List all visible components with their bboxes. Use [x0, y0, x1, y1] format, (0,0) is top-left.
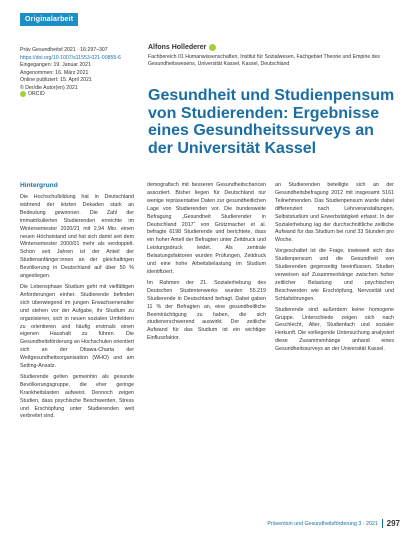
orcid-author-icon[interactable] [209, 44, 216, 51]
body-column-2 [147, 182, 266, 346]
paragraph: Studierende sind außerdem keine homogene Gruppe. Unterschiede zeigen sich nach Geschlecht, Alter, Studienfach und sozialer Herkunft. Die vorliegende Untersuchung analysiert diese Zusammenhänge anhand eines Gesundheitssurveys an der Universität Kassel. [275, 306, 394, 353]
footer-divider [382, 519, 383, 528]
paragraph: Vorgeschaltet ist die Frage, inwieweit sich das Studienpensum und die Gesundheit von Studierenden gegenseitig beeinflussen. Studien verweisen auf Zusammenhänge zwischen hoher zeitlicher Belastung und psychischen Beschwerden wie Erschöpfung, Nervosität und Schlafstörungen. [275, 248, 394, 302]
received-date: Eingegangen: 19. Januar 2021 [20, 62, 91, 69]
paragraph: Studierende gelten gemeinhin als gesunde Bevölkerungsgruppe, die eher geringe Krankheitslasten aufweist. Dennoch zeigen Studien, dass psychische Beschwerden, Stress und Erschöpfung unter Studierenden weit verbreitet sind. [20, 373, 134, 420]
author-name: Alfons Hollederer [148, 44, 207, 51]
orcid-link[interactable] [20, 91, 45, 97]
footer-journal: Prävention und Gesundheitsförderung 3 · 2021 [267, 520, 378, 527]
paragraph: Die Lebensphase Studium geht mit vielfältigen Anforderungen einher. Studierende befinden sich überwiegend im jungen Erwachsenenalter und stehen vor der Aufgabe, ihr Studium zu organisieren, sich in neuen sozialen Umfeldern zu orientieren und häufig erstmals einen eigenen Haushalt zu führen. Die Gesundheitsförderung an Hochschulen orientiert sich an der Ottawa-Charta der Weltgesundheitsorganisation (WHO) und am Setting-Ansatz. [20, 283, 134, 370]
section-heading: Hintergrund [20, 182, 58, 189]
page-footer [250, 519, 400, 528]
body-column-1 [20, 182, 134, 424]
article-title: Gesundheit und Studienpensum von Studierenden: Ergebnisse eines Gesundheitssurveys an der Universität Kassel [148, 87, 395, 157]
accepted-date: Angenommen: 16. März 2021 [20, 69, 89, 76]
paragraph: Die Hochschulbildung hat in Deutschland während der letzten Dekaden stark an Bedeutung gewonnen. Die Zahl der immatrikulierten Studierenden erreichte im Wintersemester 2020/21 mit 2,94 Mio. einen neuen Höchststand und hat sich damit seit dem Wintersemester 2000/01 mehr als verdoppelt. Schon seit Jahren ist der Anteil der Studienanfänger:innen an der gleichaltrigen Bevölkerung in Deutschland auf über 50 % angestiegen. [20, 194, 134, 280]
author-block [148, 44, 394, 68]
journal-citation: Präv Gesundheitsf 2021 · 16:297–307 [20, 47, 108, 53]
paragraph: Im Rahmen der 21. Sozialerhebung des Deutschen Studentenwerks wurden 55.219 Studierende in Deutschland befragt. Dabei gaben 11 % der Befragten an, eine gesundheitliche Beeinträchtigung zu haben, die sich studienerschwerend auswirkt. Der zeitliche Aufwand für das Studium ist ein wichtiger Einflussfaktor. [147, 279, 266, 342]
author-name-row [148, 44, 394, 51]
copyright: © Der/die Autor(en) 2021 [20, 84, 78, 91]
body-column-3 [275, 182, 394, 357]
doi-link[interactable]: https://doi.org/10.1007/s11553-021-00855-6 [20, 54, 121, 61]
orcid-label: ORCID [28, 91, 45, 97]
paragraph: an Studierenden beteiligte sich an der Gesundheitsbefragung 2012 mit insgesamt 5161 Teilnehmenden. Das Studienpensum wurde dabei differenziert nach Lehrveranstaltungen, Selbststudium und Erwerbstätigkeit erfasst. In der Sozialerhebung lag der durchschnittliche zeitliche Aufwand für das Studium bei rund 33 Stunden pro Woche. [275, 182, 394, 244]
page-number: 297 [386, 519, 400, 528]
orcid-icon [20, 91, 26, 97]
author-affiliation: Fachbereich 01 Humanwissenschaften, Institut für Sozialwesen, Fachgebiet Theorie und Empirie des Gesundheitswesens, Universität Kassel, Kassel, Deutschland [148, 54, 381, 67]
paragraph: demografisch mit besseren Gesundheitschancen assoziiert. Bisher liegen für Deutschland nur wenige repräsentative Daten zur gesundheitlichen Lage von Studierenden vor. Die bundesweite Befragung „Gesundheit Studierender in Deutschland 2017“ von Grützmacher et al. befragte 6198 Studierende und berichtete, dass ein hoher Anteil der Befragten unter Zeitdruck und Leistungsdruck leidet. Als zentrale Belastungsfaktoren wurden Prüfungen, Zeitdruck und eine hohe Arbeitsbelastung im Studium identifiziert. [147, 182, 266, 275]
article-meta [20, 47, 144, 93]
published-date: Online publiziert: 15. April 2021 [20, 77, 92, 84]
article-type-badge: Originalarbeit [20, 13, 78, 26]
